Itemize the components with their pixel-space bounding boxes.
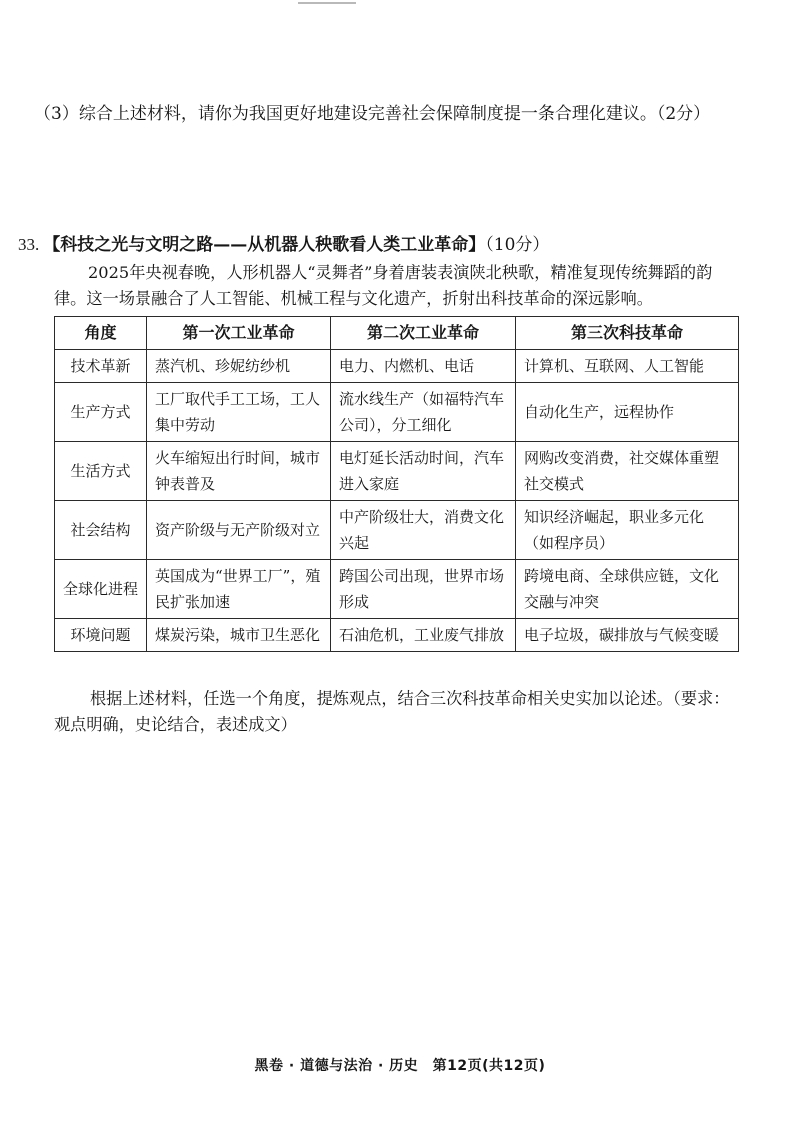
cell-third: 跨境电商、全球供应链，文化交融与冲突 (516, 560, 739, 619)
table-row (55, 560, 739, 619)
header-first-revolution: 第一次工业革命 (147, 317, 331, 350)
table-row (55, 383, 739, 442)
cell-second: 石油危机，工业废气排放 (331, 619, 516, 652)
cell-second: 电力、内燃机、电话 (331, 350, 516, 383)
header-aspect: 角度 (55, 317, 147, 350)
cell-second: 中产阶级壮大，消费文化兴起 (331, 501, 516, 560)
cell-second: 电灯延长活动时间，汽车进入家庭 (331, 442, 516, 501)
cell-third: 电子垃圾，碳排放与气候变暖 (516, 619, 739, 652)
question-3-prompt: （3）综合上述材料，请你为我国更好地建设完善社会保障制度提一条合理化建议。（2分） (34, 104, 711, 124)
cell-third: 知识经济崛起，职业多元化（如程序员） (516, 501, 739, 560)
row-aspect: 技术革新 (55, 350, 147, 383)
industrial-revolution-table (54, 316, 739, 652)
row-aspect: 生产方式 (55, 383, 147, 442)
cell-first: 煤炭污染，城市卫生恶化 (147, 619, 331, 652)
cell-first: 火车缩短出行时间，城市钟表普及 (147, 442, 331, 501)
header-third-revolution: 第三次科技革命 (516, 317, 739, 350)
header-second-revolution: 第二次工业革命 (331, 317, 516, 350)
cell-first: 资产阶级与无产阶级对立 (147, 501, 331, 560)
table-row (55, 442, 739, 501)
page-footer: 黑卷 · 道德与法治 · 历史 第12页(共12页) (254, 1058, 546, 1074)
question-33-heading (18, 233, 549, 257)
cell-second: 跨国公司出现，世界市场形成 (331, 560, 516, 619)
question-title: 【科技之光与文明之路——从机器人秧歌看人类工业革命】 (43, 235, 486, 255)
cell-second: 流水线生产（如福特汽车公司），分工细化 (331, 383, 516, 442)
top-scan-mark (298, 2, 356, 4)
cell-third: 计算机、互联网、人工智能 (516, 350, 739, 383)
table-row (55, 619, 739, 652)
cell-first: 工厂取代手工工场，工人集中劳动 (147, 383, 331, 442)
row-aspect: 环境问题 (55, 619, 147, 652)
cell-third: 自动化生产，远程协作 (516, 383, 739, 442)
table-row (55, 350, 739, 383)
row-aspect: 全球化进程 (55, 560, 147, 619)
question-33-intro: 2025年央视春晚，人形机器人“灵舞者”身着唐装表演陕北秧歌，精准复现传统舞蹈的韵律。这一场景融合了人工智能、机械工程与文化遗产，折射出科技革命的深远影响。 (54, 263, 713, 308)
question-number: 33. (18, 235, 40, 254)
cell-third: 网购改变消费，社交媒体重塑社交模式 (516, 442, 739, 501)
cell-first: 蒸汽机、珍妮纺纱机 (147, 350, 331, 383)
row-aspect: 生活方式 (55, 442, 147, 501)
cell-first: 英国成为“世界工厂”，殖民扩张加速 (147, 560, 331, 619)
question-33-task: 根据上述材料，任选一个角度，提炼观点，结合三次科技革命相关史实加以论述。（要求：观点明确，史论结合，表述成文） (54, 689, 730, 734)
table-header-row (55, 317, 739, 350)
question-score: （10分） (485, 235, 550, 255)
row-aspect: 社会结构 (55, 501, 147, 560)
table-row (55, 501, 739, 560)
